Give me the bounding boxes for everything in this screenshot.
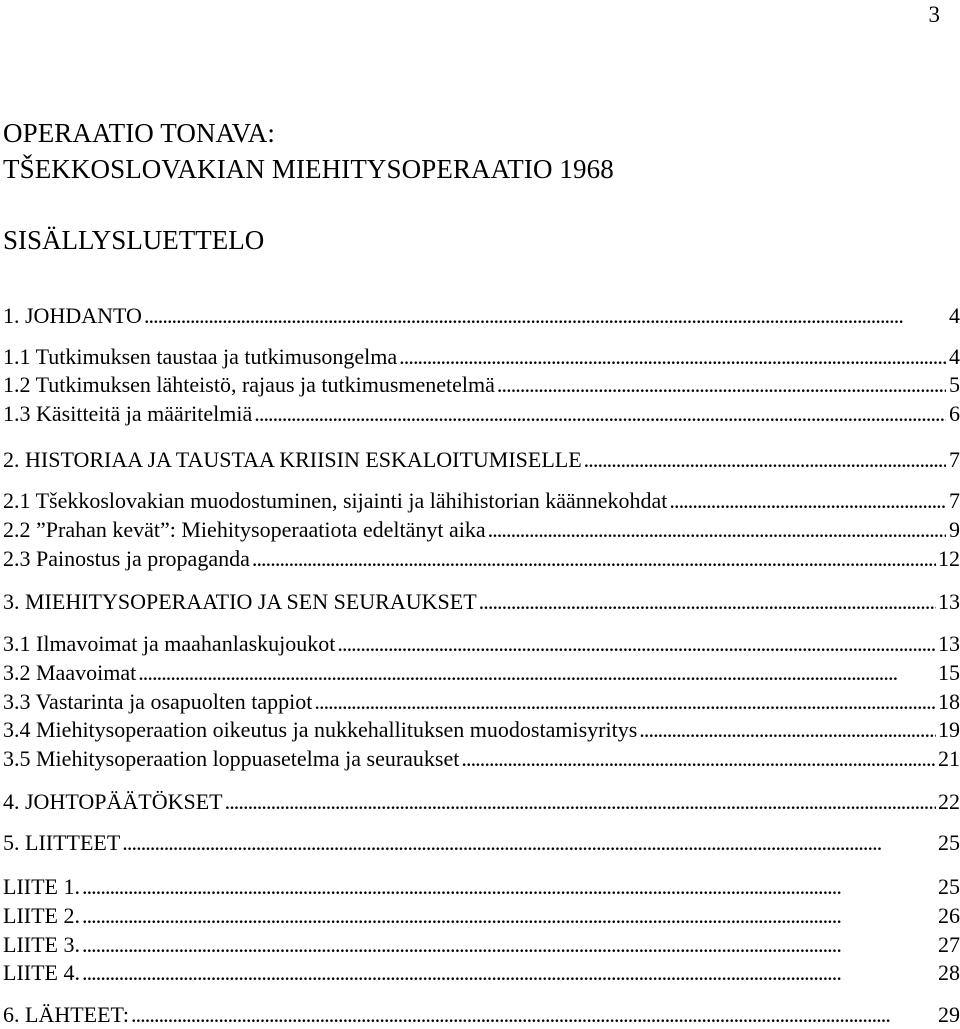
toc-leader-dots	[131, 1001, 936, 1029]
toc-entry-label: 1.3 Käsitteitä ja määritelmiä	[3, 401, 253, 426]
toc-entry-page: 29	[938, 1002, 960, 1027]
toc-entry-label: 3.4 Miehitysoperaation oikeutus ja nukkehallituksen muodostamisyritys	[3, 717, 638, 742]
document-title-line-1: OPERAATIO TONAVA:	[3, 118, 276, 148]
toc-heading: SISÄLLYSLUETTELO	[3, 225, 265, 255]
toc-entry-label: 1.2 Tutkimuksen lähteistö, rajaus ja tutkimusmenetelmä	[3, 372, 495, 397]
toc-entry[interactable]	[3, 716, 960, 744]
toc-entry-page: 25	[938, 830, 960, 855]
toc-entry-page: 18	[938, 689, 960, 714]
toc-entry-label: LIITE 3.	[3, 932, 80, 957]
toc-entry-label: LIITE 2.	[3, 903, 80, 928]
toc-entry-page: 5	[949, 372, 960, 397]
toc-leader-dots	[82, 959, 936, 987]
toc-leader-dots	[225, 788, 936, 816]
toc-leader-dots	[584, 446, 946, 474]
toc-entry-page: 22	[938, 789, 960, 814]
toc-entry-page: 6	[949, 401, 960, 426]
toc-entry[interactable]	[3, 400, 960, 428]
toc-entry-label: LIITE 1.	[3, 874, 80, 899]
toc-entry[interactable]	[3, 659, 960, 687]
toc-leader-dots	[488, 516, 946, 544]
toc-entry-page: 21	[938, 746, 960, 771]
toc-leader-dots	[399, 343, 946, 371]
toc-leader-dots	[461, 745, 936, 773]
toc-entry[interactable]	[3, 745, 960, 773]
toc-entry[interactable]	[3, 588, 960, 616]
toc-entry[interactable]	[3, 788, 960, 816]
toc-entry-label: 3.3 Vastarinta ja osapuolten tappiot	[3, 689, 313, 714]
toc-entry[interactable]	[3, 343, 960, 371]
toc-leader-dots	[337, 630, 936, 658]
toc-entry[interactable]	[3, 873, 960, 901]
toc-leader-dots	[138, 659, 936, 687]
toc-leader-dots	[82, 873, 936, 901]
toc-entry-label: 2.2 ”Prahan kevät”: Miehitysoperaatiota edeltänyt aika	[3, 517, 486, 542]
toc-entry-page: 25	[938, 874, 960, 899]
toc-entry-label: 2. HISTORIAA JA TAUSTAA KRIISIN ESKALOITUMISELLE	[3, 447, 582, 472]
toc-entry-label: 6. LÄHTEET:	[3, 1002, 129, 1027]
toc-entry-label: 4. JOHTOPÄÄTÖKSET	[3, 789, 223, 814]
toc-entry[interactable]	[3, 829, 960, 857]
document-title-line-2: TŠEKKOSLOVAKIAN MIEHITYSOPERAATIO 1968	[3, 154, 614, 184]
toc-entry-page: 13	[938, 631, 960, 656]
toc-entry-page: 27	[938, 932, 960, 957]
toc-entry-label: 1.1 Tutkimuksen taustaa ja tutkimusongelma	[3, 344, 398, 369]
toc-entry-page: 4	[949, 344, 960, 369]
toc-leader-dots	[479, 588, 936, 616]
toc-leader-dots	[669, 487, 946, 515]
toc-entry[interactable]	[3, 959, 960, 987]
toc-entry-label: 3. MIEHITYSOPERAATIO JA SEN SEURAUKSET	[3, 589, 477, 614]
toc-entry-label: 2.3 Painostus ja propaganda	[3, 546, 250, 571]
toc-entry[interactable]	[3, 446, 960, 474]
toc-entry-page: 7	[949, 447, 960, 472]
toc-entry-page: 9	[949, 517, 960, 542]
toc-entry-page: 28	[938, 960, 960, 985]
toc-leader-dots	[144, 302, 946, 330]
toc-entry[interactable]	[3, 371, 960, 399]
toc-entry-page: 19	[938, 717, 960, 742]
toc-leader-dots	[82, 902, 936, 930]
toc-entry[interactable]	[3, 516, 960, 544]
toc-entry[interactable]	[3, 302, 960, 330]
toc-entry-label: 3.2 Maavoimat	[3, 660, 137, 685]
toc-entry[interactable]	[3, 545, 960, 573]
toc-entry-label: 2.1 Tšekkoslovakian muodostuminen, sijainti ja lähihistorian käännekohdat	[3, 488, 668, 513]
toc-entry-page: 15	[938, 660, 960, 685]
toc-entry-label: 3.5 Miehitysoperaation loppuasetelma ja seuraukset	[3, 746, 460, 771]
toc-entry-label: LIITE 4.	[3, 960, 80, 985]
page-number: 3	[928, 2, 940, 27]
toc-entry-page: 12	[938, 546, 960, 571]
toc-entry-page: 26	[938, 903, 960, 928]
toc-entry-label: 1. JOHDANTO	[3, 303, 142, 328]
toc-leader-dots	[497, 371, 946, 399]
toc-entry[interactable]	[3, 902, 960, 930]
toc-entry[interactable]	[3, 688, 960, 716]
toc-leader-dots	[122, 829, 936, 857]
toc-entry-page: 7	[949, 488, 960, 513]
toc-entry[interactable]	[3, 487, 960, 515]
toc-entry[interactable]	[3, 931, 960, 959]
toc-entry-page: 13	[938, 589, 960, 614]
toc-leader-dots	[639, 716, 936, 744]
toc-entry-page: 4	[949, 303, 960, 328]
toc-leader-dots	[254, 400, 946, 428]
toc-entry-label: 3.1 Ilmavoimat ja maahanlaskujoukot	[3, 631, 336, 656]
toc-leader-dots	[252, 545, 936, 573]
toc-entry[interactable]	[3, 1001, 960, 1029]
toc-leader-dots	[82, 931, 936, 959]
toc-entry[interactable]	[3, 630, 960, 658]
toc-entry-label: 5. LIITTEET	[3, 830, 121, 855]
toc-leader-dots	[314, 688, 936, 716]
